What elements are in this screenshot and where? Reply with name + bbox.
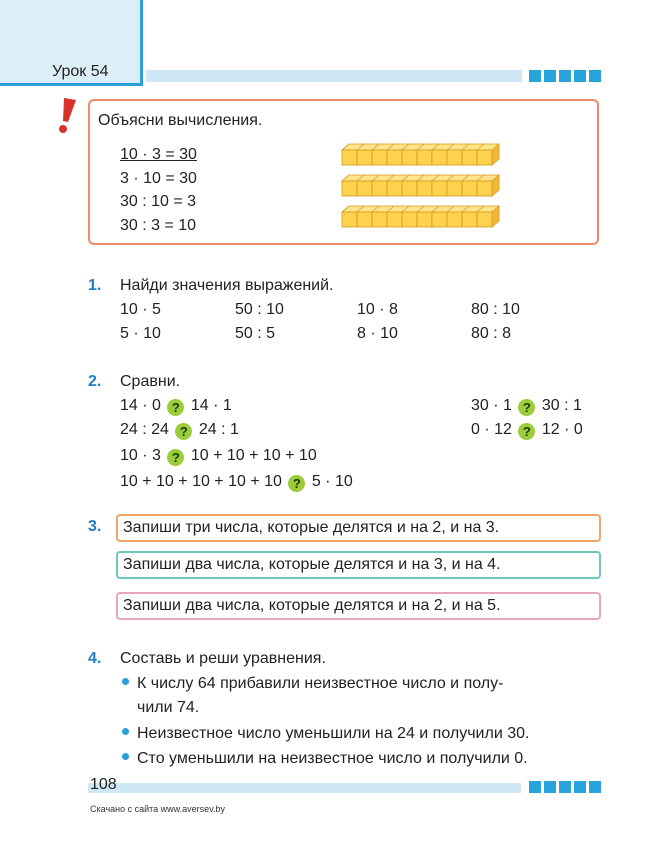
- ten-block-row: [342, 206, 499, 227]
- question-icon: ?: [518, 423, 535, 440]
- comparison: [120, 421, 239, 440]
- unit-cube: [432, 181, 447, 196]
- compare-left: 24 : 24: [120, 421, 169, 438]
- footer-square: [589, 781, 601, 793]
- bullet-item: [122, 675, 503, 693]
- header-square: [559, 70, 571, 82]
- exclamation-icon: [54, 96, 80, 136]
- question-icon: ?: [167, 449, 184, 466]
- question-icon: ?: [167, 399, 184, 416]
- expression: 10 · 8: [357, 301, 398, 318]
- bullet-item-continuation: чили 74.: [137, 699, 200, 716]
- unit-cube: [417, 181, 432, 196]
- equation: 30 : 3 = 10: [120, 217, 197, 234]
- unit-cube: [417, 212, 432, 227]
- compare-right: 5 · 10: [311, 473, 353, 490]
- equation: 3 · 10 = 30: [120, 170, 197, 187]
- unit-cube: [432, 212, 447, 227]
- unit-cube: [357, 181, 372, 196]
- header-square: [589, 70, 601, 82]
- header-square: [529, 70, 541, 82]
- unit-cube: [417, 150, 432, 165]
- comparison: [120, 447, 317, 466]
- unit-cube: [342, 150, 357, 165]
- comparison: [471, 421, 583, 440]
- footer-square: [574, 781, 586, 793]
- unit-cube: [447, 150, 462, 165]
- unit-cube: [357, 212, 372, 227]
- task-title: Сравни.: [120, 373, 181, 390]
- compare-left: 10 · 3: [120, 447, 161, 464]
- compare-right: 30 : 1: [541, 397, 582, 414]
- question-icon: ?: [175, 423, 192, 440]
- compare-right: 12 · 0: [541, 421, 583, 438]
- bullet-item: [122, 750, 528, 768]
- expression: 50 : 10: [235, 301, 284, 318]
- task-title: Составь и реши уравнения.: [120, 650, 326, 667]
- unit-cube: [462, 212, 477, 227]
- unit-cube: [387, 150, 402, 165]
- footer-square: [529, 781, 541, 793]
- unit-cube: [372, 150, 387, 165]
- expression: 5 · 10: [120, 325, 161, 342]
- compare-left: 10 + 10 + 10 + 10 + 10: [120, 473, 282, 490]
- expression: 80 : 8: [471, 325, 512, 342]
- bullet-text: Сто уменьшили на неизвестное число и получили 0.: [137, 750, 528, 767]
- footer-rule: [88, 783, 521, 793]
- unit-cube: [342, 181, 357, 196]
- unit-cube: [462, 181, 477, 196]
- unit-cube: [372, 181, 387, 196]
- ten-block-row: [342, 144, 499, 165]
- task-frame-pink: Запиши два числа, которые делятся и на 2, и на 5.: [116, 592, 601, 620]
- question-icon: ?: [288, 475, 305, 492]
- question-icon: ?: [518, 399, 535, 416]
- lesson-title: Урок 54: [52, 63, 109, 80]
- comparison: [471, 397, 582, 416]
- expression: 10 · 5: [120, 301, 161, 318]
- unit-cube: [342, 212, 357, 227]
- bullet-item: [122, 725, 529, 743]
- equation: 10 · 3 = 30: [120, 146, 197, 163]
- footer-square: [559, 781, 571, 793]
- unit-cube: [402, 150, 417, 165]
- header-square: [574, 70, 586, 82]
- unit-cube: [447, 212, 462, 227]
- unit-cube: [447, 181, 462, 196]
- expression: 80 : 10: [471, 301, 520, 318]
- unit-cube: [402, 212, 417, 227]
- compare-right: 24 : 1: [198, 421, 239, 438]
- compare-right: 14 · 1: [190, 397, 232, 414]
- compare-left: 14 · 0: [120, 397, 161, 414]
- ten-block-row: [342, 175, 499, 196]
- comparison: [120, 473, 353, 492]
- comparison: [120, 397, 232, 416]
- unit-cube: [432, 150, 447, 165]
- unit-cube: [462, 150, 477, 165]
- page-number: 108: [90, 776, 117, 793]
- compare-left: 0 · 12: [471, 421, 512, 438]
- unit-cube: [387, 181, 402, 196]
- task-frame-orange: Запиши три числа, которые делятся и на 2, и на 3.: [116, 514, 601, 542]
- compare-left: 30 · 1: [471, 397, 512, 414]
- unit-cube: [477, 181, 492, 196]
- task-number: 4.: [88, 650, 102, 667]
- bullet-icon: [122, 728, 129, 735]
- expression: 50 : 5: [235, 325, 276, 342]
- footer-square: [544, 781, 556, 793]
- unit-cube: [477, 212, 492, 227]
- compare-right: 10 + 10 + 10 + 10: [190, 447, 317, 464]
- unit-cube: [387, 212, 402, 227]
- bullet-text: Неизвестное число уменьшили на 24 и получили 30.: [137, 725, 530, 742]
- ten-cube-blocks: [340, 140, 510, 232]
- task-number: 2.: [88, 373, 102, 390]
- download-credit: Скачано с сайта www.aversev.by: [90, 804, 226, 814]
- unit-cube: [402, 181, 417, 196]
- unit-cube: [357, 150, 372, 165]
- header-square: [544, 70, 556, 82]
- bullet-text: К числу 64 прибавили неизвестное число и полу-: [137, 675, 504, 692]
- equation: 30 : 10 = 3: [120, 193, 197, 210]
- task-title: Найди значения выражений.: [120, 277, 334, 294]
- expression: 8 · 10: [357, 325, 398, 342]
- task-number: 1.: [88, 277, 102, 294]
- explain-title: Объясни вычисления.: [98, 112, 263, 129]
- header-rule: [146, 70, 522, 82]
- unit-cube: [477, 150, 492, 165]
- task-frame-teal: Запиши два числа, которые делятся и на 3, и на 4.: [116, 551, 601, 579]
- bullet-icon: [122, 753, 129, 760]
- task-number: 3.: [88, 518, 102, 535]
- bullet-icon: [122, 678, 129, 685]
- unit-cube: [372, 212, 387, 227]
